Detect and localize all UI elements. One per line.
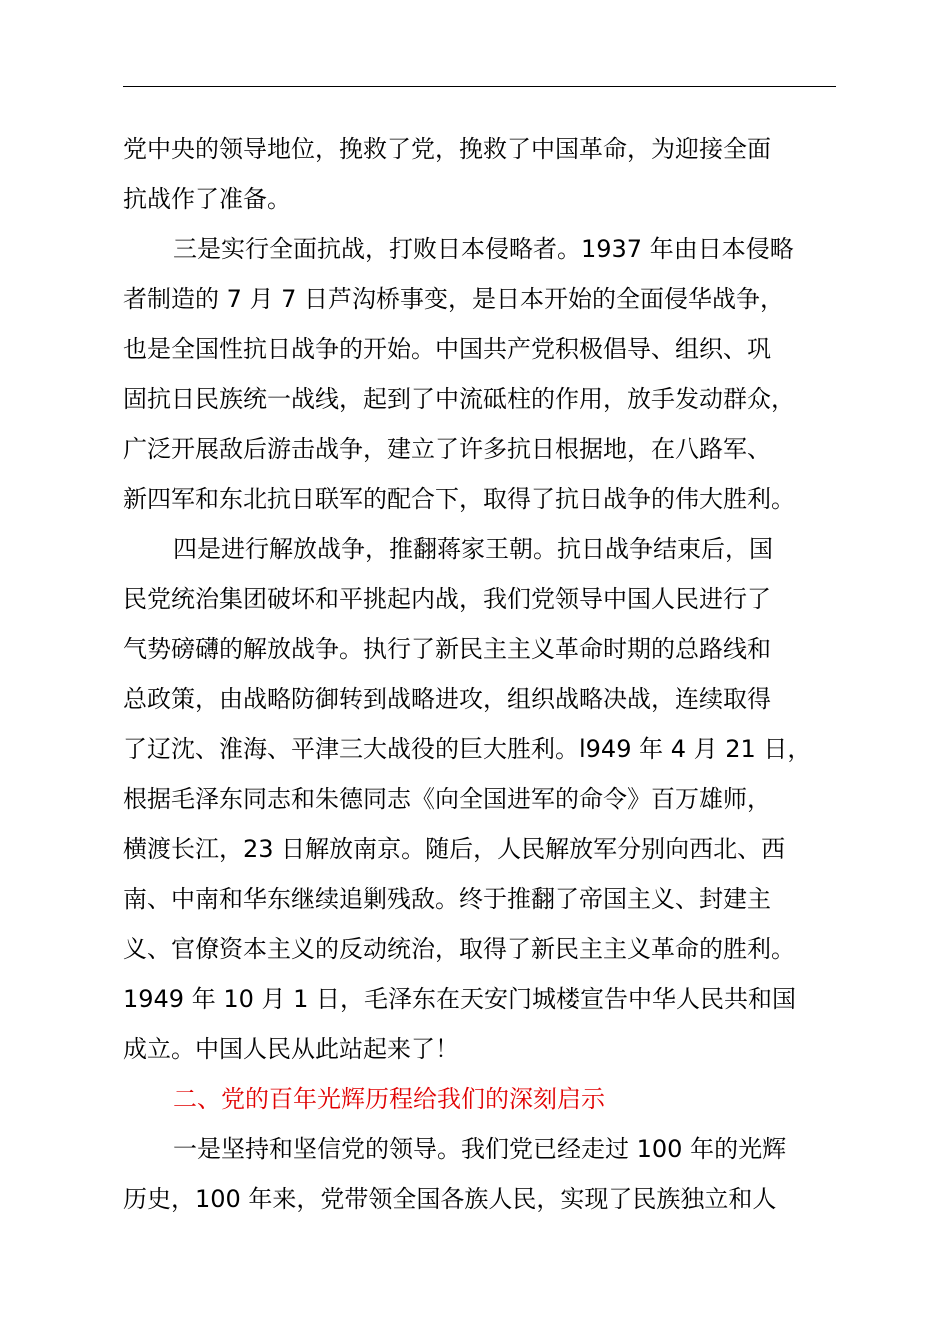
text-line: 义、官僚资本主义的反动统治，取得了新民主主义革命的胜利。 <box>123 935 795 963</box>
text-line: 四是进行解放战争，推翻蒋家王朝。抗日战争结束后，国 <box>173 535 773 563</box>
text-line: 也是全国性抗日战争的开始。中国共产党积极倡导、组织、巩 <box>123 335 771 363</box>
text-line: 根据毛泽东同志和朱德同志《向全国进军的命令》百万雄师， <box>123 785 771 813</box>
text-line: 1949 年 10 月 1 日，毛泽东在天安门城楼宣告中华人民共和国 <box>123 985 797 1013</box>
text-line: 者制造的 7 月 7 日芦沟桥事变，是日本开始的全面侵华战争， <box>123 285 785 313</box>
section-heading: 二、党的百年光辉历程给我们的深刻启示 <box>173 1085 605 1113</box>
header-rule <box>123 86 836 87</box>
text-line: 广泛开展敌后游击战争，建立了许多抗日根据地，在八路军、 <box>123 435 771 463</box>
text-line: 固抗日民族统一战线，起到了中流砥柱的作用，放手发动群众， <box>123 385 795 413</box>
text-line: 横渡长江，23 日解放南京。随后，人民解放军分别向西北、西 <box>123 835 786 863</box>
text-line: 南、中南和华东继续追剿残敌。终于推翻了帝国主义、封建主 <box>123 885 771 913</box>
text-line: 总政策，由战略防御转到战略进攻，组织战略决战，连续取得 <box>123 685 771 713</box>
text-line: 历史，100 年来，党带领全国各族人民，实现了民族独立和人 <box>123 1185 777 1213</box>
text-line: 了辽沈、淮海、平津三大战役的巨大胜利。l949 年 4 月 21 日， <box>123 735 812 763</box>
text-line: 一是坚持和坚信党的领导。我们党已经走过 100 年的光辉 <box>173 1135 787 1163</box>
text-line: 成立。中国人民从此站起来了！ <box>123 1035 459 1063</box>
text-line: 民党统治集团破坏和平挑起内战，我们党领导中国人民进行了 <box>123 585 771 613</box>
text-line: 气势磅礴的解放战争。执行了新民主主义革命时期的总路线和 <box>123 635 771 663</box>
text-line: 三是实行全面抗战，打败日本侵略者。1937 年由日本侵略 <box>173 235 794 263</box>
text-line: 新四军和东北抗日联军的配合下，取得了抗日战争的伟大胜利。 <box>123 485 795 513</box>
document-body <box>123 124 863 1224</box>
text-line: 党中央的领导地位，挽救了党，挽救了中国革命，为迎接全面 <box>123 135 771 163</box>
text-line: 抗战作了准备。 <box>123 185 291 213</box>
